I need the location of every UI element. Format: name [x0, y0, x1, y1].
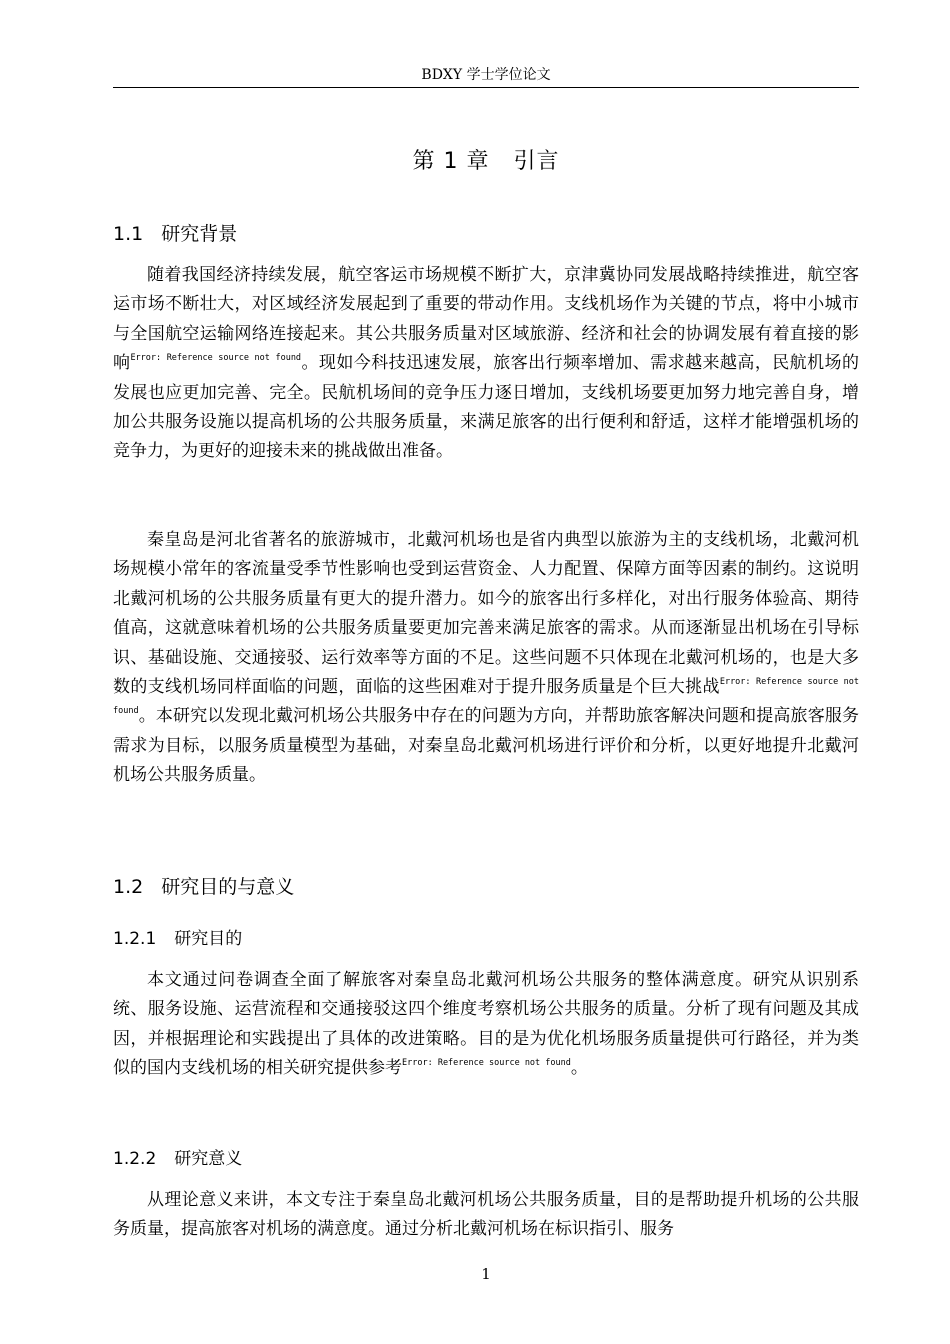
chapter-name: 引言	[513, 149, 560, 174]
paragraph-text: 。本研究以发现北戴河机场公共服务中存在的问题为方向，并帮助旅客解决问题和提高旅客服务需求为目标，以服务质量模型为基础，对秦皇岛北戴河机场进行评价和分析，以更好地提升北戴河机场公共服务质量。	[113, 706, 859, 786]
section-heading-1-2-2	[113, 1147, 242, 1171]
section-title: 研究目的	[174, 929, 243, 949]
paragraph-text: 。现如今科技迅速发展，旅客出行频率增加、需求越来越高，民航机场的发展也应更加完善、完全。民航机场间的竞争压力逐日增加，支线机场要更加努力地完善自身，增加公共服务设施以提高机场的公共服务质量，来满足旅客的出行便利和舒适，这样才能增强机场的竞争力，为更好的迎接未来的挑战做出准备。	[113, 353, 859, 462]
paragraph-background-2	[113, 526, 859, 791]
paragraph-text: 。	[570, 1058, 588, 1079]
paragraph-text: 随着我国经济持续发展，航空客运市场规模不断扩大，京津冀协同发展战略持续推进，航空客运市场不断壮大，对区域经济发展起到了重要的带动作用。支线机场作为关键的节点，将中小城市与全国航空运输网络连接起来。其公共服务质量对区域旅游、经济和社会的协调发展有着直接的影响	[113, 265, 859, 374]
section-heading-1-2	[113, 874, 294, 900]
section-number: 1.2.1	[113, 929, 157, 949]
reference-error: Error: Reference source not found	[130, 353, 302, 364]
reference-error: Error: Reference source not found	[113, 677, 860, 717]
reference-error: Error: Reference source not found	[402, 1058, 571, 1069]
section-title: 研究意义	[174, 1149, 243, 1169]
paragraph-background-1	[113, 261, 859, 467]
paragraph-text: 秦皇岛是河北省著名的旅游城市，北戴河机场也是省内典型以旅游为主的支线机场，北戴河机场规模小常年的客流量受季节性影响也受到运营资金、人力配置、保障方面等因素的制约。这说明北戴河机场的公共服务质量有更大的提升潜力。如今的旅客出行多样化，对出行服务体验高、期待值高，这就意味着机场的公共服务质量要更加完善来满足旅客的需求。从而逐渐显出机场在引导标识、基础设施、交通接驳、运行效率等方面的不足。这些问题不只体现在北戴河机场的，也是大多数的支线机场同样面临的问题，面临的这些困难对于提升服务质量是个巨大挑战	[113, 530, 859, 698]
page-number: 1	[481, 1265, 491, 1283]
paragraph-text: 本文通过问卷调查全面了解旅客对秦皇岛北戴河机场公共服务的整体满意度。研究从识别系统、服务设施、运营流程和交通接驳这四个维度考察机场公共服务的质量。分析了现有问题及其成因，并根据理论和实践提出了具体的改进策略。目的是为优化机场服务质量提供可行路径，并为类似的国内支线机场的相关研究提供参考	[113, 970, 859, 1079]
section-number: 1.1	[113, 223, 144, 245]
section-title: 研究目的与意义	[161, 876, 295, 898]
header-rule	[113, 87, 859, 88]
section-title: 研究背景	[161, 223, 238, 245]
paragraph-text: 从理论意义来讲，本文专注于秦皇岛北戴河机场公共服务质量，目的是帮助提升机场的公共服务质量，提高旅客对机场的满意度。通过分析北戴河机场在标识指引、服务	[113, 1190, 859, 1240]
section-heading-1-2-1	[113, 927, 242, 951]
paragraph-significance	[113, 1186, 859, 1245]
chapter-title	[113, 146, 859, 178]
chapter-number: 第 1 章	[412, 149, 490, 174]
section-number: 1.2.2	[113, 1149, 157, 1169]
paragraph-purpose	[113, 966, 859, 1084]
section-number: 1.2	[113, 876, 144, 898]
running-header: BDXY 学士学位论文	[421, 67, 551, 83]
section-heading-1-1	[113, 221, 237, 247]
